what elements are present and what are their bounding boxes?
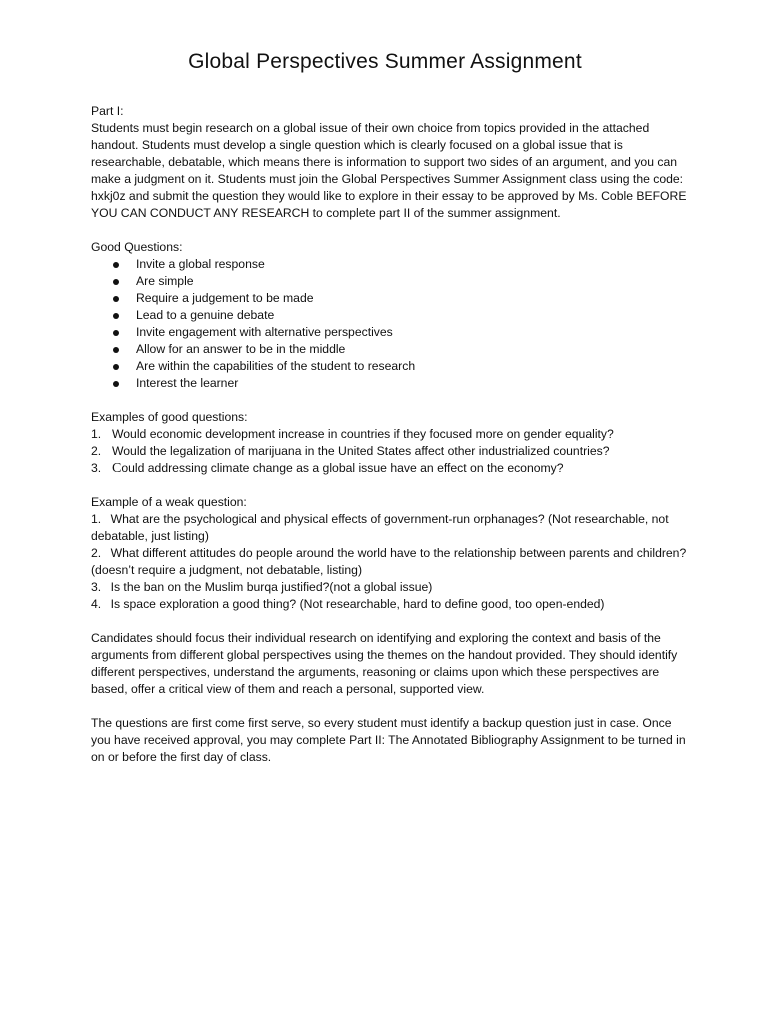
list-item-initial: C: [112, 461, 122, 476]
document-body: [91, 103, 691, 766]
bullet-icon: [113, 313, 119, 319]
spacer: [91, 698, 691, 715]
list-item: [91, 460, 691, 477]
bullet-icon: [113, 262, 119, 268]
examples-weak-heading: Example of a weak question:: [91, 495, 247, 509]
list-item-number: 2.: [91, 444, 102, 458]
spacer: [91, 477, 691, 494]
spacer: [91, 222, 691, 239]
list-item: [91, 545, 691, 579]
list-item-number: 1.: [91, 512, 102, 526]
list-item-text: Invite a global response: [136, 257, 265, 271]
examples-good-list: [91, 426, 691, 477]
list-item-text: What different attitudes do people around the world have to the relationship between parents and children? (doesn’t require a judgment, not debatable, listing): [91, 546, 687, 577]
list-item-text: Is space exploration a good thing? (Not researchable, hard to define good, too open-ended): [110, 597, 605, 611]
list-item-text: Invite engagement with alternative perspectives: [136, 325, 393, 339]
bullet-icon: [113, 347, 119, 353]
list-item-number: 3.: [91, 580, 102, 594]
list-item-number: 4.: [91, 597, 102, 611]
list-item: [91, 256, 691, 273]
bullet-icon: [113, 364, 119, 370]
list-item-number: 2.: [91, 546, 102, 560]
list-item-text: ould addressing climate change as a global issue have an effect on the economy?: [121, 461, 564, 475]
list-item: [91, 375, 691, 392]
page-title: Global Perspectives Summer Assignment: [188, 50, 582, 73]
list-item: [91, 341, 691, 358]
list-item: [91, 579, 691, 596]
list-item-text: Are simple: [136, 274, 194, 288]
good-questions-list: [91, 256, 691, 392]
bullet-icon: [113, 330, 119, 336]
list-item: [91, 324, 691, 341]
list-item: [91, 358, 691, 375]
bullet-icon: [113, 381, 119, 387]
closing-paragraph: The questions are first come first serve, so every student must identify a backup question just in case. Once you have received approval, you may complete Part II: The Annotated Bibliography Assignment to be turned in on or before the first day of class.: [91, 716, 686, 764]
good-questions-heading: Good Questions:: [91, 240, 183, 254]
spacer: [91, 392, 691, 409]
list-item-number: 1.: [91, 427, 102, 441]
bullet-icon: [113, 279, 119, 285]
part1-body: Students must begin research on a global issue of their own choice from topics provided in the attached handout. Students must develop a single question which is clearly focused on a global issue that is researchable, debatable, which means there is information to support two sides of an argument, and you can make a judgment on it. Students must join the Global Perspectives Summer Assignment class using the code: hxkj0z and submit the question they would like to explore in their essay to be approved by Ms. Coble BEFORE YOU CAN CONDUCT ANY RESEARCH to complete part II of the summer assignment.: [91, 121, 687, 220]
list-item-text: Would the legalization of marijuana in the United States affect other industrialized countries?: [112, 444, 610, 458]
list-item-text: Require a judgement to be made: [136, 291, 314, 305]
list-item-text: Is the ban on the Muslim burqa justified?(not a global issue): [110, 580, 433, 594]
list-item-text: What are the psychological and physical effects of government-run orphanages? (Not researchable, not debatable, just listing): [91, 512, 669, 543]
list-item: [91, 273, 691, 290]
list-item-text: Interest the learner: [136, 376, 239, 390]
list-item-text: Lead to a genuine debate: [136, 308, 275, 322]
candidates-paragraph: Candidates should focus their individual research on identifying and exploring the context and basis of the arguments from different global perspectives using the themes on the handout provided. They should identify different perspectives, understand the arguments, reasoning or claims upon which these perspectives are based, offer a critical view of them and reach a personal, supported view.: [91, 631, 678, 696]
examples-good-heading: Examples of good questions:: [91, 410, 248, 424]
list-item-text: Allow for an answer to be in the middle: [136, 342, 346, 356]
list-item: [91, 290, 691, 307]
spacer: [91, 613, 691, 630]
list-item-text: Are within the capabilities of the student to research: [136, 359, 416, 373]
bullet-icon: [113, 296, 119, 302]
list-item: [91, 511, 691, 545]
list-item-number: 3.: [91, 461, 102, 475]
list-item: [91, 596, 691, 613]
part1-heading: Part I:: [91, 104, 124, 118]
list-item: [91, 426, 691, 443]
list-item: [91, 443, 691, 460]
list-item: [91, 307, 691, 324]
examples-weak-list: [91, 511, 691, 613]
list-item-text: Would economic development increase in countries if they focused more on gender equality?: [112, 427, 614, 441]
